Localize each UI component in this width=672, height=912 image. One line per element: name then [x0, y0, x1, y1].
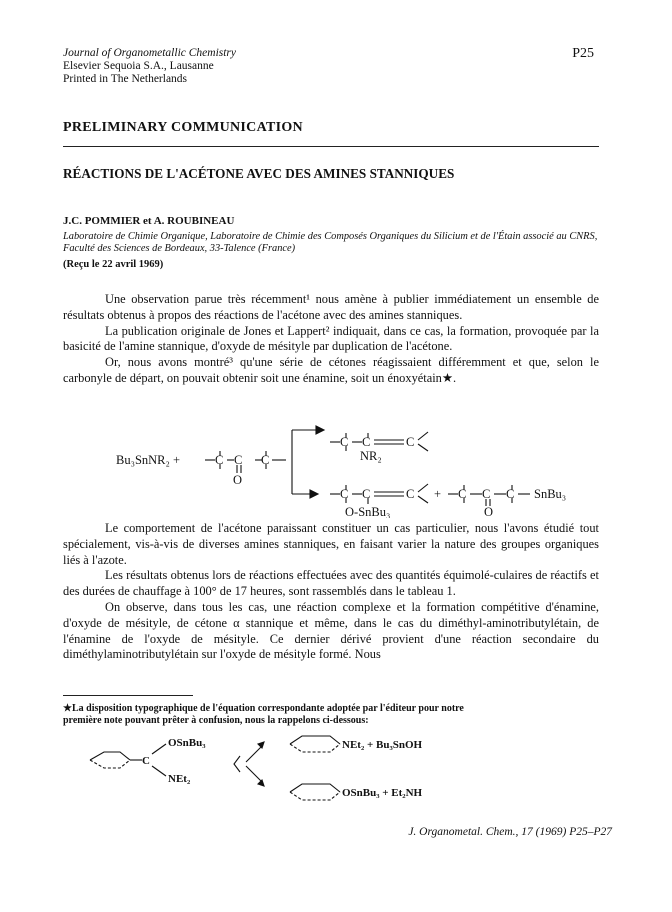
journal-name: Journal of Organometallic Chemistry: [63, 47, 237, 59]
scheme-carbon: C: [340, 435, 349, 449]
publisher: Elsevier Sequoia S.A., Lausanne: [63, 60, 214, 72]
scheme-carbon: C: [340, 487, 349, 501]
scheme-plus: +: [434, 487, 442, 501]
citation: J. Organometal. Chem., 17 (1969) P25–P27: [408, 826, 612, 838]
scheme-oxygen: O: [233, 473, 243, 487]
scheme-reagent: Bu₃SnNR₂ +: [116, 453, 181, 467]
scheme-carbon: C: [362, 435, 371, 449]
paragraph: La publication originale de Jones et Lappert² indiquait, dans ce cas, la formation, provoquée par la basicité de l'amine stannique, d'oxyde de mésityle par duplication de l'acétone.: [63, 323, 599, 354]
page-number: P25: [572, 46, 594, 61]
affiliation: Laboratoire de Chimie Organique, Laboratoire de Chimie des Composés Organiques du Silicium et de l'Étain associé au CNRS, Faculté des Sciences de Bordeaux, 33-Talence (France): [63, 231, 598, 254]
paragraph: On observe, dans tous les cas, une réaction complexe et la formation compétitive d'énamine, d'oxyde de mésityle, de cétone α stannique et même, dans le cas du diméthyl-aminotributylétain, de l'énamine de l'oxyde de mésityle. Ce dernier dérivé provient d'une réaction secondaire du diméthylaminotributylétain sur l'oxyde de mésityle formé. Nous: [63, 599, 599, 662]
scheme-carbon: C: [406, 435, 415, 449]
paragraph: Les résultats obtenus lors de réactions effectuées avec des quantités équimolé-culaires de réactifs et des durées de chauffage à 100° de 17 heures, sont rassemblés dans le tableau 1.: [63, 568, 599, 599]
section-heading: PRELIMINARY COMMUNICATION: [63, 120, 303, 135]
footnote-text: ★La disposition typographique de l'équation correspondante adoptée par l'éditeur pour notre première note pouvant prêter à confusion, nous la rappelons ci-dessous:: [63, 703, 464, 726]
scheme-carbon: C: [215, 453, 224, 467]
footnote-carbon: C: [142, 755, 150, 767]
footnote-product-2: OSnBu₃ + Et₂NH: [342, 787, 423, 799]
scheme-carbon: C: [362, 487, 371, 501]
scheme-carbon: C: [406, 487, 415, 501]
scheme-carbon: C: [458, 487, 467, 501]
reaction-scheme: [0, 418, 672, 518]
scheme-carbon: C: [234, 453, 243, 467]
body-section-1: [63, 292, 599, 387]
printed-in: Printed in The Netherlands: [63, 73, 188, 85]
paragraph: Une observation parue très récemment¹ nous amène à publier immédiatement un ensemble de résultats obtenus à propos des réactions de l'acétone avec des amines stanniques.: [63, 292, 599, 322]
scheme-oxygen: O: [484, 505, 494, 518]
footnote-scheme: [0, 732, 672, 812]
paragraph: Le comportement de l'acétone paraissant constituer un cas particulier, nous l'avons étudié tout spécialement, vis-à-vis de diverses amines stanniques, en faisant varier la nature des groupes organiques liés à l'azote.: [63, 521, 599, 567]
scheme-carbon: C: [482, 487, 491, 501]
article-title: RÉACTIONS DE L'ACÉTONE AVEC DES AMINES STANNIQUES: [63, 166, 455, 181]
footnote-osnbu3: OSnBu₃: [168, 737, 206, 749]
scheme-osnbu3: O-SnBu₃: [345, 505, 391, 518]
body-section-2: [63, 521, 599, 663]
scheme-carbon: C: [261, 453, 270, 467]
scheme-snbu3: SnBu₃: [534, 487, 567, 501]
divider: [63, 146, 599, 147]
received-date: (Reçu le 22 avril 1969): [63, 259, 164, 270]
scheme-nr2: NR₂: [360, 449, 382, 463]
footnote-divider: [63, 695, 193, 696]
paragraph: Or, nous avons montré³ qu'une série de cétones réagissaient différemment et que, selon le carbonyle de départ, on pouvait obtenir soit une énamine, soit un énoxyétain★.: [63, 355, 599, 385]
journal-header: [63, 47, 236, 86]
scheme-carbon: C: [506, 487, 515, 501]
footnote-net2: NEt₂: [168, 773, 191, 785]
footnote-product-1: NEt₂ + Bu₃SnOH: [342, 739, 423, 751]
authors: J.C. POMMIER et A. ROUBINEAU: [63, 215, 235, 227]
